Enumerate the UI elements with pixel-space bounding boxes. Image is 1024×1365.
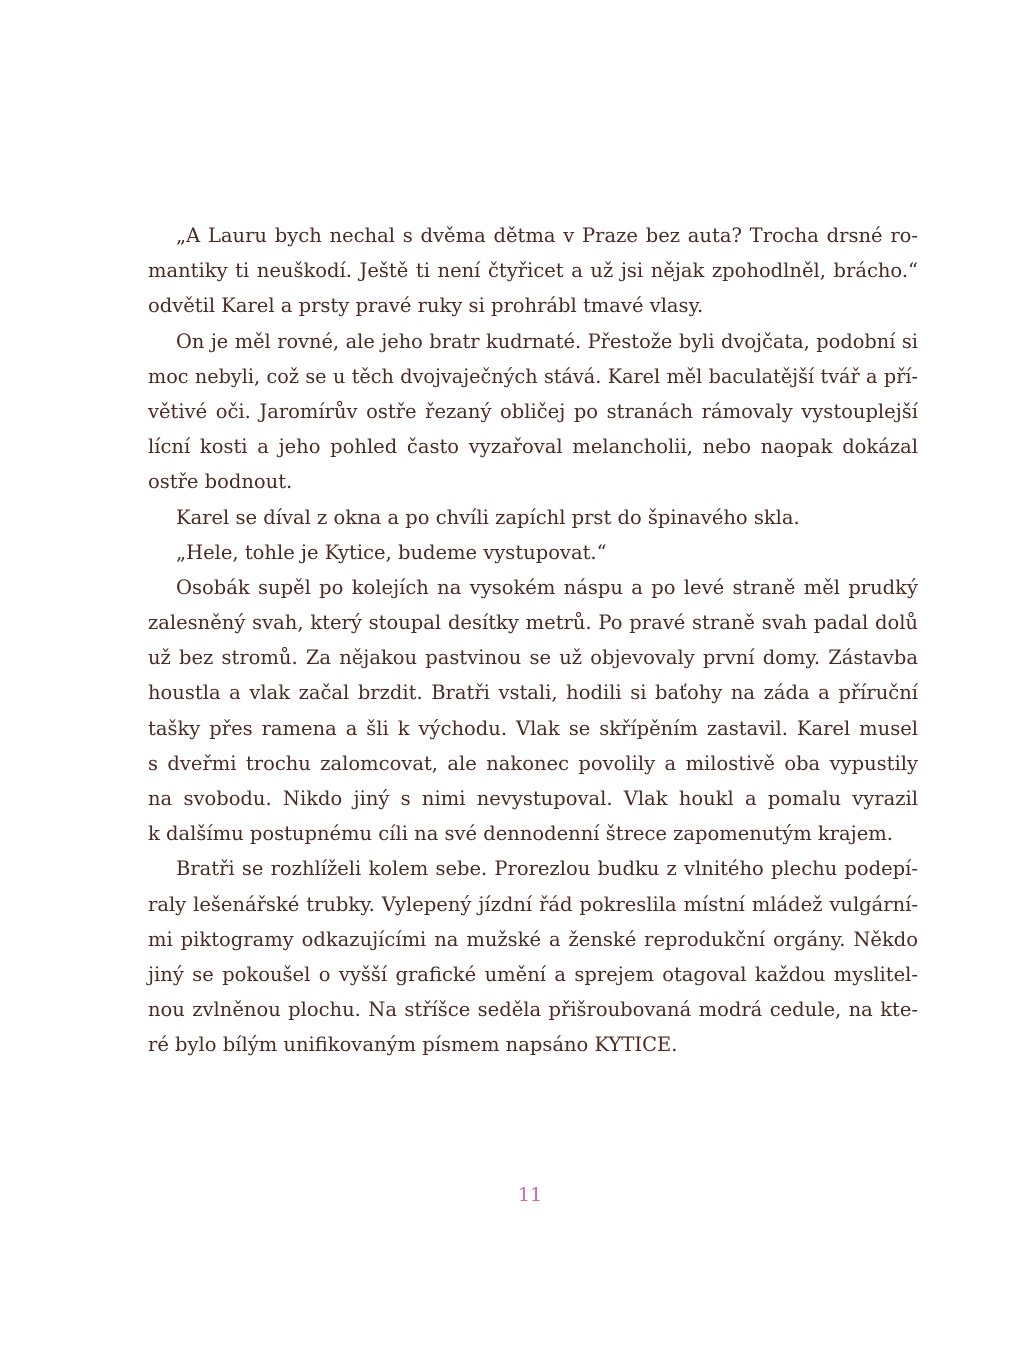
text-line: zalesněný svah, který stoupal desítky metrů. Po pravé straně svah padal dolů	[148, 611, 918, 635]
text-line: nou zvlněnou plochu. Na stříšce seděla přišroubovaná modrá cedule, na kte-	[148, 998, 918, 1022]
text-line: na svobodu. Nikdo jiný s nimi nevystupoval. Vlak houkl a pomalu vyrazil	[148, 787, 918, 810]
text-line: ostře bodnout.	[148, 470, 293, 494]
text-line: raly lešenářské trubky. Vylepený jízdní řád pokreslila místní mládež vulgární-	[148, 892, 918, 916]
text-line: mantiky ti neuškodí. Ještě ti není čtyřicet a už jsi nějak zpohodlněl, brácho.“	[148, 259, 918, 283]
text-line: odvětil Karel a prsty pravé ruky si prohrábl tmavé vlasy.	[148, 294, 704, 318]
text-line: tašky přes ramena a šli k východu. Vlak se skřípěním zastavil. Karel musel	[148, 716, 918, 740]
text-line: k dalšímu postupnému cíli na své dennodenní štrece zapomenutým krajem.	[148, 822, 893, 846]
page-number: 11	[517, 1184, 543, 1206]
text-line: lícní kosti a jeho pohled často vyzařoval melancholii, nebo naopak dokázal	[148, 435, 918, 459]
text-line: moc nebyli, což se u těch dvojvaječných stává. Karel měl baculatější tvář a pří-	[148, 364, 918, 388]
text-line: „A Lauru bych nechal s dvěma dětma v Praze bez auta? Trocha drsné ro-	[176, 224, 918, 247]
text-line: jiný se pokoušel o vyšší grafické umění a sprejem otagoval každou myslitel-	[148, 962, 918, 986]
text-line: mi piktogramy odkazujícími na mužské a ženské reprodukční orgány. Někdo	[148, 927, 918, 951]
text-line: „Hele, tohle je Kytice, budeme vystupovat.“	[176, 540, 607, 564]
body-text	[148, 218, 918, 1063]
text-line: větivé oči. Jaromírův ostře řezaný obličej po stranách rámovaly vystouplejší	[148, 399, 918, 423]
text-line: ré bylo bílým unifikovaným písmem napsáno KYTICE.	[148, 1033, 678, 1057]
text-line: Bratři se rozhlíželi kolem sebe. Prorezlou budku z vlnitého plechu podepí-	[176, 857, 918, 881]
text-line: Karel se díval z okna a po chvíli zapíchl prst do špinavého skla.	[176, 505, 800, 529]
text-line: Osobák supěl po kolejích na vysokém náspu a po levé straně měl prudký	[176, 575, 918, 599]
text-line: s dveřmi trochu zalomcovat, ale nakonec povolily a milostivě oba vypustily	[148, 751, 918, 775]
text-line: On je měl rovné, ale jeho bratr kudrnaté. Přestože byli dvojčata, podobní si	[176, 329, 918, 353]
text-line: už bez stromů. Za nějakou pastvinou se už objevovaly první domy. Zástavba	[148, 646, 918, 670]
text-line: houstla a vlak začal brzdit. Bratři vstali, hodili si baťohy na záda a příruční	[148, 681, 918, 705]
